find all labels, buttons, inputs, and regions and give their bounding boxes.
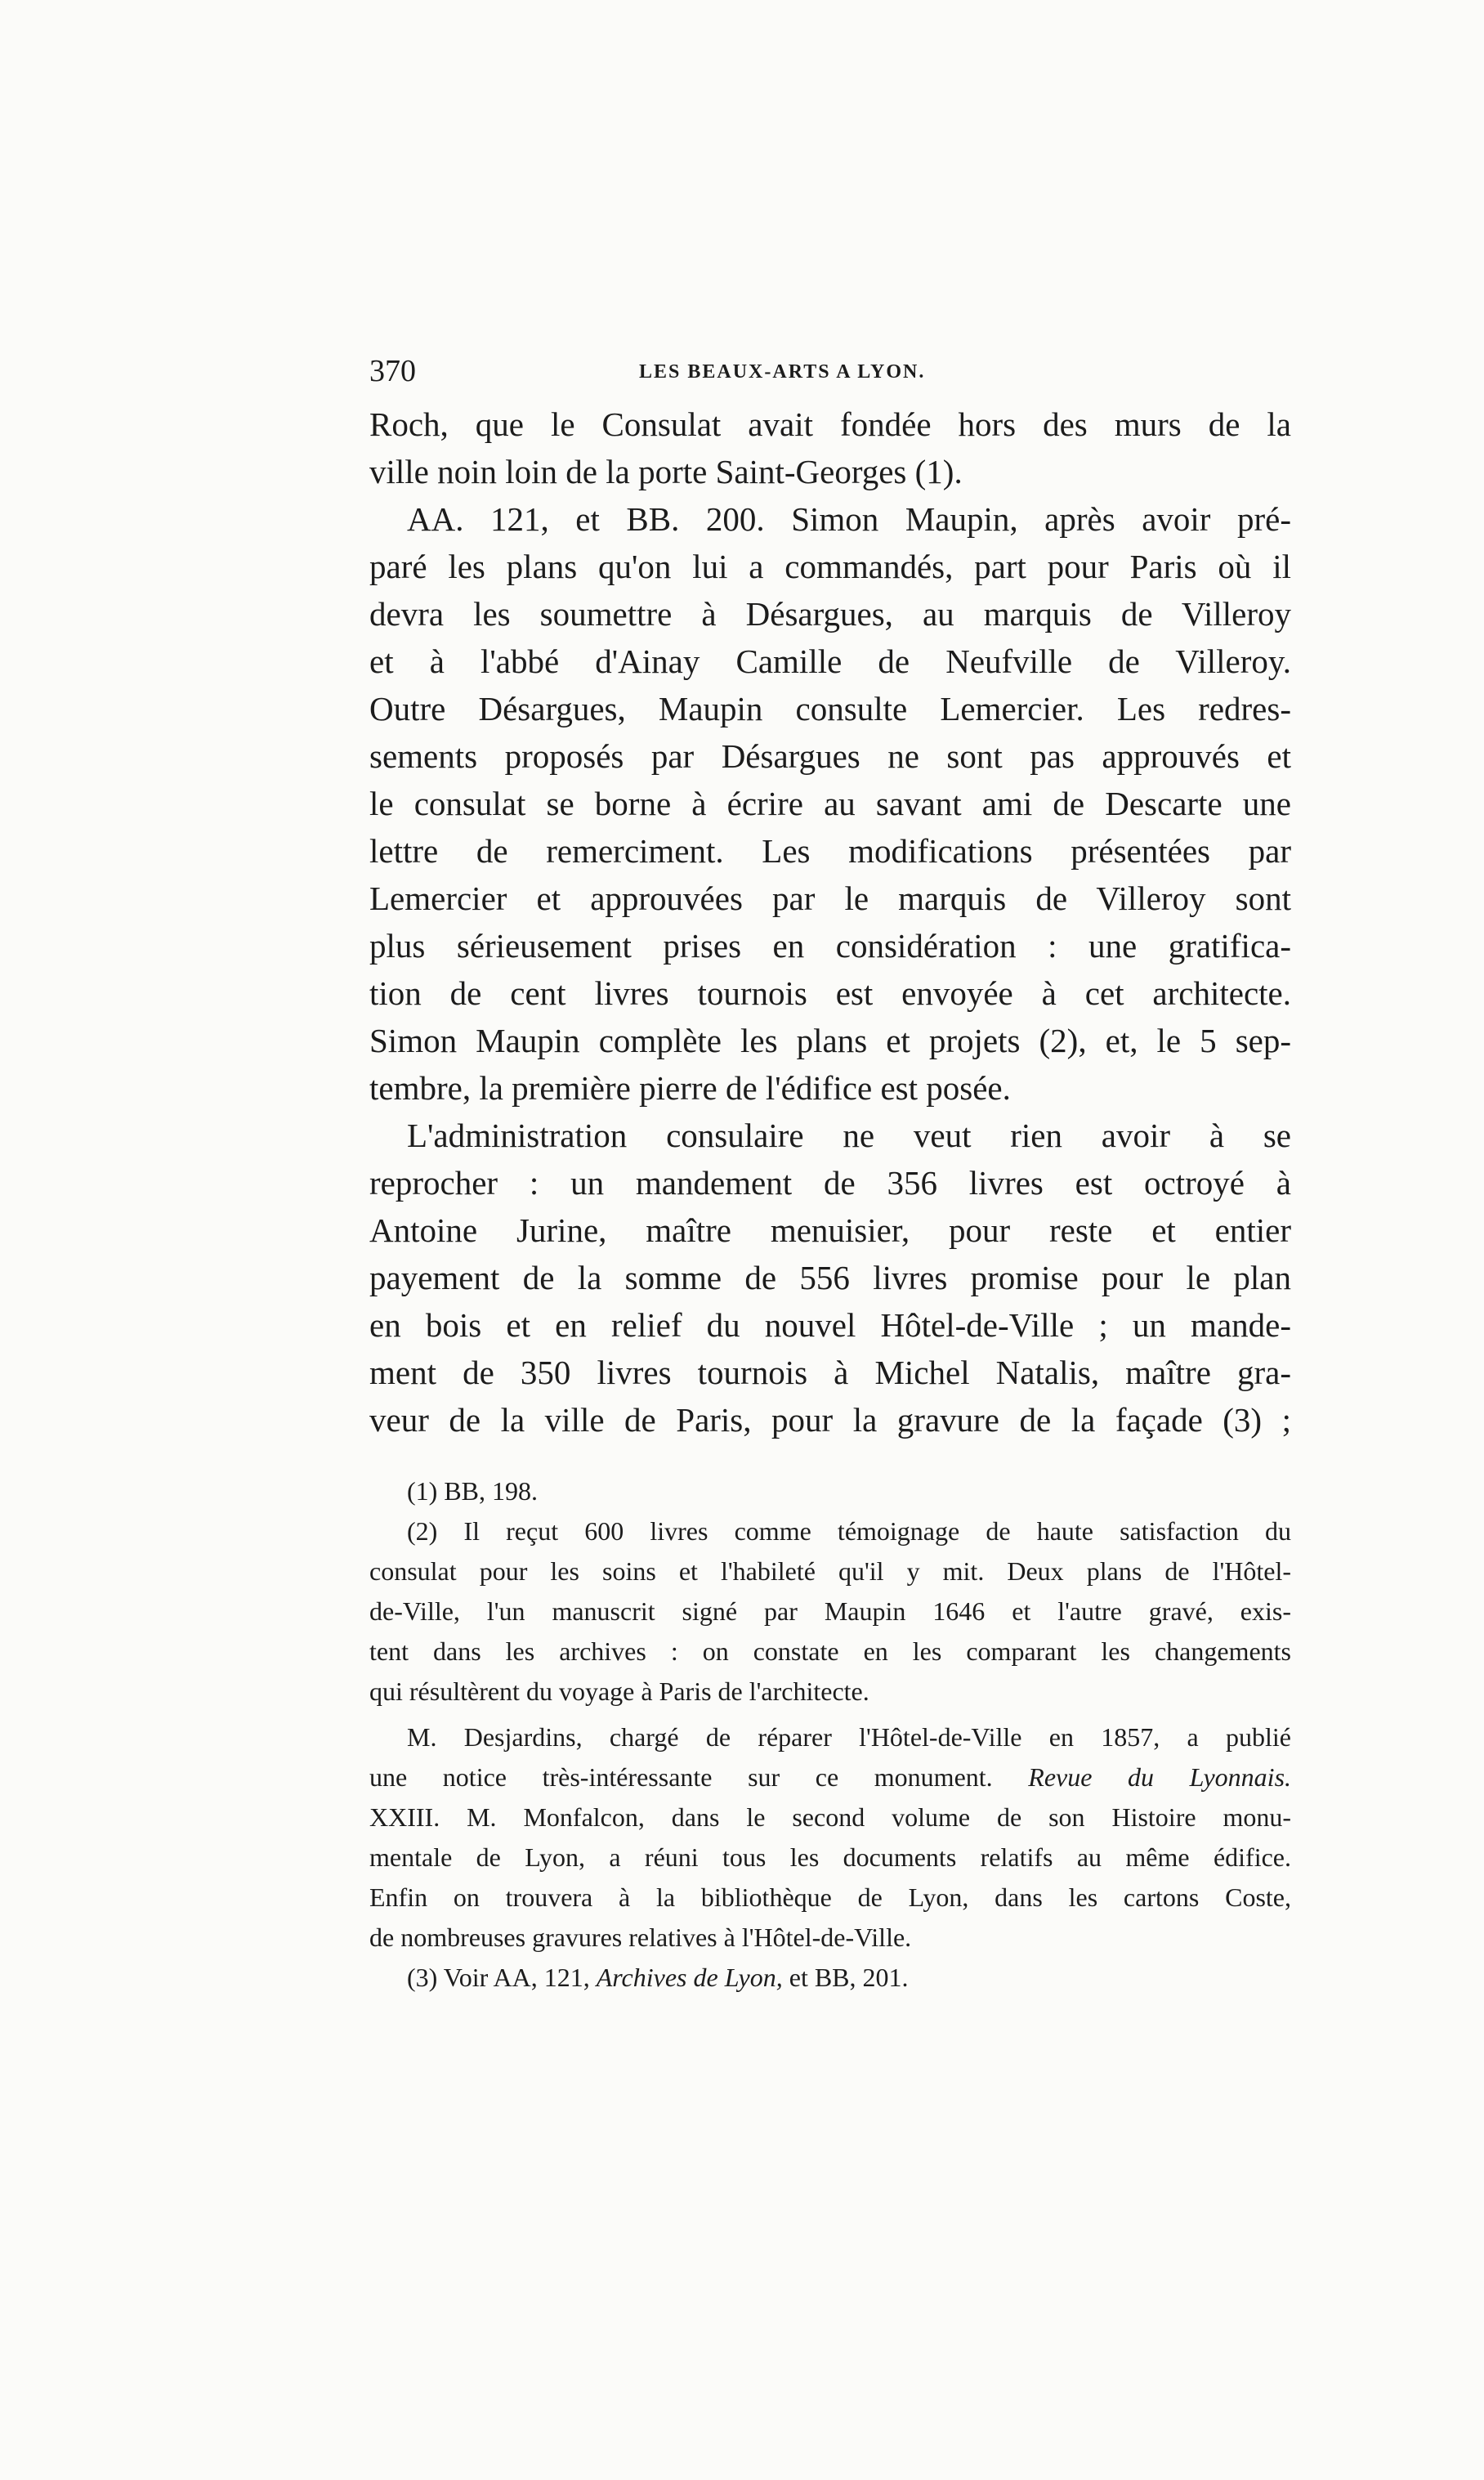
text-line: Lemercier et approuvées par le marquis de Villeroy sont — [369, 880, 1291, 917]
footnote-2b-journal: Revue du Lyonnais. — [1028, 1762, 1292, 1792]
footnote-2b-line — [369, 1757, 1291, 1797]
footnote-2-line: (2) Il reçut 600 livres comme témoignage de haute satisfaction du — [407, 1516, 1291, 1546]
running-head — [369, 347, 1291, 396]
text-line: tion de cent livres tournois est envoyée à cet architecte. — [369, 974, 1291, 1012]
footnote-2b-text: une notice très-intéressante sur ce monument. — [369, 1762, 993, 1792]
footnote-3-archives: Archives de Lyon, — [596, 1963, 783, 1992]
text-line: payement de la somme de 556 livres promise pour le plan — [369, 1259, 1291, 1296]
text-line: tembre, la première pierre de l'édifice est posée. — [369, 1069, 1011, 1107]
footnote-2b-line: M. Desjardins, chargé de réparer l'Hôtel-de-Ville en 1857, a publié — [407, 1722, 1291, 1752]
text-line: Roch, que le Consulat avait fondée hors des murs de la — [369, 405, 1291, 443]
text-line: plus sérieusement prises en considération : une gratifica- — [369, 927, 1291, 965]
text-line: le consulat se borne à écrire au savant ami de Descarte une — [369, 785, 1291, 822]
text-line: sements proposés par Désargues ne sont pas approuvés et — [369, 737, 1291, 775]
body-text — [369, 401, 1291, 1444]
text-line: et à l'abbé d'Ainay Camille de Neufville de Villeroy. — [369, 642, 1291, 680]
footnote-2-line: de-Ville, l'un manuscrit signé par Maupin 1646 et l'autre gravé, exis- — [369, 1596, 1291, 1626]
text-line: ment de 350 livres tournois à Michel Natalis, maître gra- — [369, 1354, 1291, 1391]
page-number: 370 — [369, 354, 416, 388]
text-line: reprocher : un mandement de 356 livres est octroyé à — [369, 1164, 1291, 1202]
text-line: Antoine Jurine, maître menuisier, pour reste et entier — [369, 1211, 1291, 1249]
text-line: devra les soumettre à Désargues, au marquis de Villeroy — [369, 595, 1291, 633]
text-line: lettre de remerciment. Les modifications présentées par — [369, 832, 1291, 870]
footnote-3 — [369, 1958, 1291, 1998]
running-title: LES BEAUX-ARTS A LYON. — [639, 361, 926, 383]
text-line: Outre Désargues, Maupin consulte Lemercier. Les redres- — [369, 690, 1291, 727]
footnote-2b-line: XXIII. M. Monfalcon, dans le second volume de son Histoire monu- — [369, 1802, 1291, 1832]
footnote-3-start: (3) Voir AA, 121, — [407, 1963, 590, 1992]
footnote-2-line: qui résultèrent du voyage à Paris de l'architecte. — [369, 1676, 869, 1706]
footnotes — [369, 1471, 1291, 1998]
text-line: Simon Maupin complète les plans et projets (2), et, le 5 sep- — [369, 1022, 1291, 1059]
footnote-2-line: consulat pour les soins et l'habileté qu'il y mit. Deux plans de l'Hôtel- — [369, 1556, 1291, 1586]
footnote-2b-line: mentale de Lyon, a réuni tous les documents relatifs au même édifice. — [369, 1842, 1291, 1872]
footnote-2b-line: Enfin on trouvera à la bibliothèque de Lyon, dans les cartons Coste, — [369, 1882, 1291, 1912]
text-line: en bois et en relief du nouvel Hôtel-de-Ville ; un mande- — [369, 1306, 1291, 1344]
footnote-1: (1) BB, 198. — [407, 1476, 538, 1506]
text-line: L'administration consulaire ne veut rien avoir à se — [407, 1117, 1291, 1154]
text-line: ville noin loin de la porte Saint-Georges (1). — [369, 453, 963, 490]
footnote-2-line: tent dans les archives : on constate en les comparant les changements — [369, 1636, 1291, 1666]
text-line: veur de la ville de Paris, pour la gravure de la façade (3) ; — [369, 1401, 1291, 1439]
footnote-3-end: et BB, 201. — [789, 1963, 909, 1992]
footnote-2b-line: de nombreuses gravures relatives à l'Hôtel-de-Ville. — [369, 1923, 912, 1952]
text-line: AA. 121, et BB. 200. Simon Maupin, après avoir pré- — [407, 500, 1291, 538]
text-line: paré les plans qu'on lui a commandés, part pour Paris où il — [369, 548, 1291, 585]
